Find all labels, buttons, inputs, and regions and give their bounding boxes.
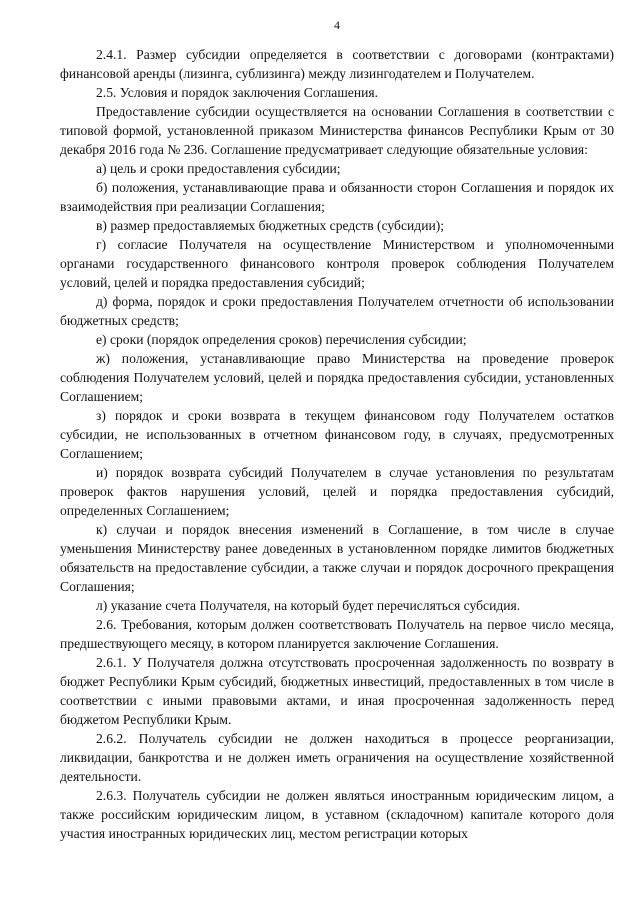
paragraph-2-4-1: 2.4.1. Размер субсидии определяется в соответствии с договорами (контрактами) финансовой аренды (лизинга, сублизинга) между лизингодателем и Получателем. <box>60 47 614 81</box>
list-item-l: л) указание счета Получателя, на который будет перечисляться субсидия. <box>96 598 521 613</box>
list-item-e: е) сроки (порядок определения сроков) перечисления субсидии; <box>96 332 467 347</box>
list-item-zh: ж) положения, устанавливающие право Министерства на проведение проверок соблюдения Получателем условий, целей и порядка предоставления субсидии, установленных Соглашением; <box>60 351 614 404</box>
list-item-a: а) цель и сроки предоставления субсидии; <box>96 161 341 176</box>
list-item-b: б) положения, устанавливающие права и обязанности сторон Соглашения и порядок их взаимодействия при реализации Соглашения; <box>60 180 614 214</box>
list-item-v: в) размер предоставляемых бюджетных средств (субсидии); <box>96 218 445 233</box>
paragraph-2-6: 2.6. Требования, которым должен соответствовать Получатель на первое число месяца, предшествующего месяцу, в котором планируется заключение Соглашения. <box>60 617 614 651</box>
paragraph-2-5-intro: Предоставление субсидии осуществляется на основании Соглашения в соответствии с типовой формой, установленной приказом Министерства финансов Республики Крым от 30 декабря 2016 года № 236. Соглашение предусматривает следующие обязательные условия: <box>60 104 614 157</box>
paragraph-2-6-2: 2.6.2. Получатель субсидии не должен находиться в процессе реорганизации, ликвидации, банкротства и не должен иметь ограничения на осуществление хозяйственной деятельности. <box>60 731 614 784</box>
paragraph-2-5: 2.5. Условия и порядок заключения Соглашения. <box>96 85 379 100</box>
list-item-i: и) порядок возврата субсидий Получателем в случае установления по результатам проверок фактов нарушения условий, целей и порядка предоставления субсидий, определенных Соглашением; <box>60 465 614 518</box>
list-item-g: г) согласие Получателя на осуществление Министерством и уполномоченными органами государственного финансового контроля проверок соблюдения Получателем условий, целей и порядка предоставления субсидий; <box>60 237 614 290</box>
list-item-d: д) форма, порядок и сроки предоставления Получателем отчетности об использовании бюджетных средств; <box>60 294 614 328</box>
list-item-k: к) случаи и порядок внесения изменений в Соглашение, в том числе в случае уменьшения Министерству ранее доведенных в установленном порядке лимитов бюджетных обязательств на предоставление субсидии, а также случаи и порядок досрочного прекращения Соглашения; <box>60 522 614 594</box>
page-number: 4 <box>334 18 340 32</box>
list-item-z: з) порядок и сроки возврата в текущем финансовом году Получателем остатков субсидии, не использованных в отчетном финансовом году, в случаях, предусмотренных Соглашением; <box>60 408 614 461</box>
paragraph-2-6-3: 2.6.3. Получатель субсидии не должен являться иностранным юридическим лицом, а также российским юридическим лицом, в уставном (складочном) капитале которого доля участия иностранных юридических лиц, местом регистрации которых <box>60 788 614 841</box>
paragraph-2-6-1: 2.6.1. У Получателя должна отсутствовать просроченная задолженность по возврату в бюджет Республики Крым субсидий, бюджетных инвестиций, предоставленных в том числе в соответствии с иными правовыми актами, и иная просроченная задолженность перед бюджетом Республики Крым. <box>60 655 614 727</box>
